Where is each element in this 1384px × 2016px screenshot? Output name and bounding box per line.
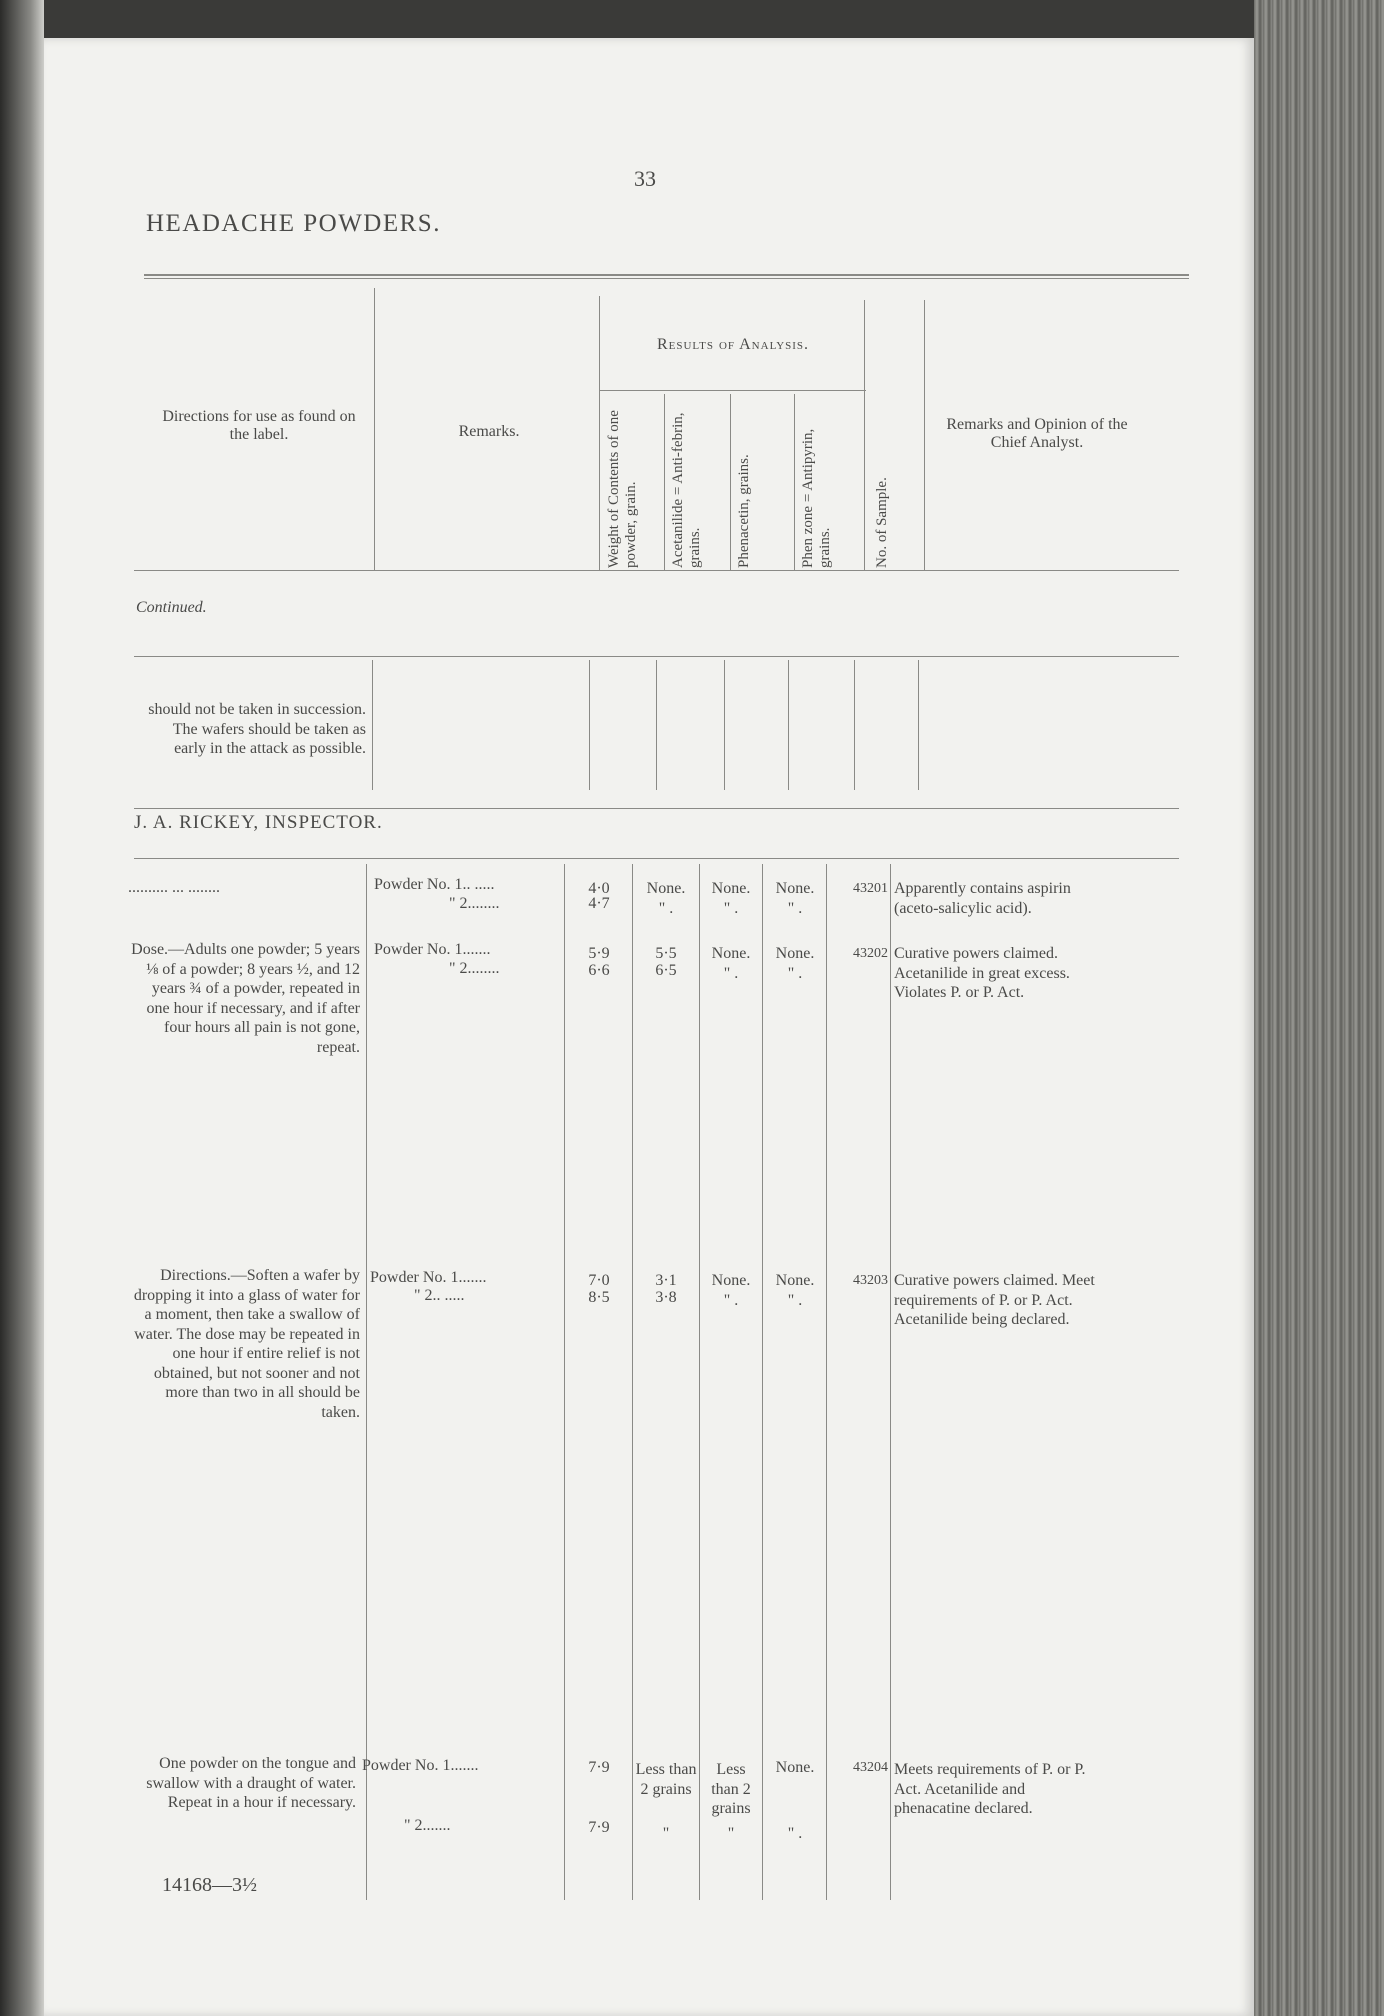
header-opinion: Remarks and Opinion of the Chief Analyst.: [946, 416, 1128, 451]
section-rule: [134, 858, 1179, 859]
row1-remark-powder2: " 2........: [449, 895, 500, 912]
header-bottom-rule: [134, 570, 1179, 571]
header-acetanilide: Acetanilide = Anti-febrin, grains.: [670, 412, 703, 568]
row2-weight1: 5·9: [588, 945, 610, 962]
row3-weight1: 7·0: [588, 1272, 610, 1289]
row4-phenazone2: " .: [787, 1825, 803, 1842]
document-page: [44, 38, 1254, 2016]
col-divider: [589, 660, 590, 790]
row4-directions: One powder on the tongue and swallow with a draught of water. Repeat in a hour if necessary.: [146, 1755, 356, 1811]
row2-phenazone2: " .: [787, 965, 803, 982]
book-page-edges: [1254, 0, 1384, 2016]
row1-weight2: 4·7: [588, 895, 610, 912]
section-rule: [134, 808, 1179, 809]
row4-opinion: Meets requirements of P. or P. Act. Acetanilide and phenacatine declared.: [894, 1761, 1086, 1817]
col-divider: [632, 864, 633, 1900]
header-sample-no: No. of Sample.: [874, 477, 890, 568]
row4-remark-powder1: Powder No. 1.......: [362, 1757, 479, 1774]
row3-acetanilide1: 3·1: [655, 1272, 677, 1289]
col-divider: [762, 864, 763, 1900]
header-remarks: Remarks.: [458, 423, 520, 440]
header-phenazone: Phen zone = Antipyrin, grains.: [800, 428, 833, 568]
page-number: 33: [634, 166, 656, 191]
row2-weight2: 6·6: [588, 962, 610, 979]
row4-acetanilide1: Less than 2 grains: [635, 1761, 697, 1798]
row1-sample-no: 43201: [853, 881, 888, 896]
header-col-divider: [924, 300, 925, 570]
header-top-rule: [144, 274, 1189, 276]
row3-opinion: Curative powers claimed. Meet requirements of P. or P. Act. Acetanilide being declared.: [894, 1272, 1095, 1328]
col-divider: [372, 660, 373, 790]
row4-weight1: 7·9: [588, 1759, 610, 1776]
row3-sample-no: 43203: [853, 1273, 888, 1288]
row1-phenazone2: " .: [787, 900, 803, 917]
row3-phenacetin1: None.: [711, 1272, 751, 1289]
row2-remark-powder1: Powder No. 1.......: [374, 941, 491, 958]
row3-phenazone2: " .: [787, 1292, 803, 1309]
col-divider: [788, 660, 789, 790]
row2-remark-powder2: " 2........: [449, 960, 500, 977]
header-col-divider: [599, 296, 600, 570]
col-divider: [656, 660, 657, 790]
row1-acetanilide1: None.: [646, 880, 686, 897]
results-subheader-rule: [600, 390, 866, 391]
inspector-heading: J. A. RICKEY, INSPECTOR.: [134, 812, 383, 833]
row2-phenazone1: None.: [775, 945, 815, 962]
col-divider: [699, 864, 700, 1900]
header-results-of-analysis: Results of Analysis.: [656, 336, 810, 353]
col-divider: [724, 660, 725, 790]
row1-opinion: Apparently contains aspirin (aceto-salicylic acid).: [894, 880, 1071, 917]
col-divider: [918, 660, 919, 790]
row3-phenazone1: None.: [775, 1272, 815, 1289]
continued-directions-text: should not be taken in succession. The wafers should be taken as early in the attack as possible.: [148, 701, 366, 757]
col-divider: [826, 864, 827, 1900]
header-phenacetin: Phenacetin, grains.: [736, 454, 752, 568]
page-title: HEADACHE POWDERS.: [146, 210, 441, 237]
footer-signature-mark: 14168—3½: [162, 1874, 257, 1896]
header-col-divider: [730, 394, 731, 570]
continued-label: Continued.: [136, 599, 207, 616]
col-divider: [854, 660, 855, 790]
row1-acetanilide2: " .: [658, 900, 674, 917]
col-divider: [564, 864, 565, 1900]
row4-acetanilide2: ": [662, 1825, 670, 1842]
header-directions: Directions for use as found on the label.: [162, 408, 356, 443]
row1-phenacetin2: " .: [723, 900, 739, 917]
row2-acetanilide1: 5·5: [655, 945, 677, 962]
row2-acetanilide2: 6·5: [655, 962, 677, 979]
row1-weight1: 4·0: [588, 880, 610, 897]
header-col-divider: [664, 394, 665, 570]
header-top-rule-2: [144, 278, 1189, 279]
header-col-divider: [374, 288, 375, 570]
row3-phenacetin2: " .: [723, 1292, 739, 1309]
book-gutter-left: [0, 0, 44, 2016]
row3-acetanilide2: 3·8: [655, 1289, 677, 1306]
header-col-divider: [794, 394, 795, 570]
col-divider: [890, 864, 891, 1900]
row2-phenacetin1: None.: [711, 945, 751, 962]
row3-remark-powder2: " 2.. .....: [414, 1287, 465, 1304]
row1-remark-powder1: Powder No. 1.. .....: [374, 876, 495, 893]
row4-weight2: 7·9: [588, 1819, 610, 1836]
row4-phenacetin1: Less than 2 grains: [711, 1761, 751, 1817]
row4-phenacetin2: ": [727, 1825, 735, 1842]
row3-remark-powder1: Powder No. 1.......: [370, 1269, 487, 1286]
row1-phenacetin1: None.: [711, 880, 751, 897]
row4-phenazone1: None.: [775, 1759, 815, 1776]
row3-weight2: 8·5: [588, 1289, 610, 1306]
row2-opinion: Curative powers claimed. Acetanilide in great excess. Violates P. or P. Act.: [894, 945, 1070, 1001]
header-weight: Weight of Contents of one powder, grain.: [606, 410, 639, 568]
row1-directions: .......... ... ........: [128, 879, 220, 896]
row2-phenacetin2: " .: [723, 965, 739, 982]
row2-directions: Dose.—Adults one powder; 5 years ⅛ of a powder; 8 years ½, and 12 years ¾ of a powder, repeated in one hour if necessary, and if after four hours all pain is not gone, repeat.: [131, 941, 360, 1056]
col-divider: [366, 864, 367, 1900]
header-col-divider: [864, 300, 865, 570]
row2-sample-no: 43202: [853, 946, 888, 961]
row4-sample-no: 43204: [853, 1760, 888, 1775]
row3-directions: Directions.—Soften a wafer by dropping it into a glass of water for a moment, then take a swallow of water. The dose may be repeated in one hour if entire relief is not obtained, but not sooner and not more than two in all should be taken.: [133, 1267, 360, 1421]
row1-phenazone1: None.: [775, 880, 815, 897]
continued-rule: [134, 656, 1179, 657]
row4-remark-powder2: " 2.......: [404, 1817, 451, 1834]
